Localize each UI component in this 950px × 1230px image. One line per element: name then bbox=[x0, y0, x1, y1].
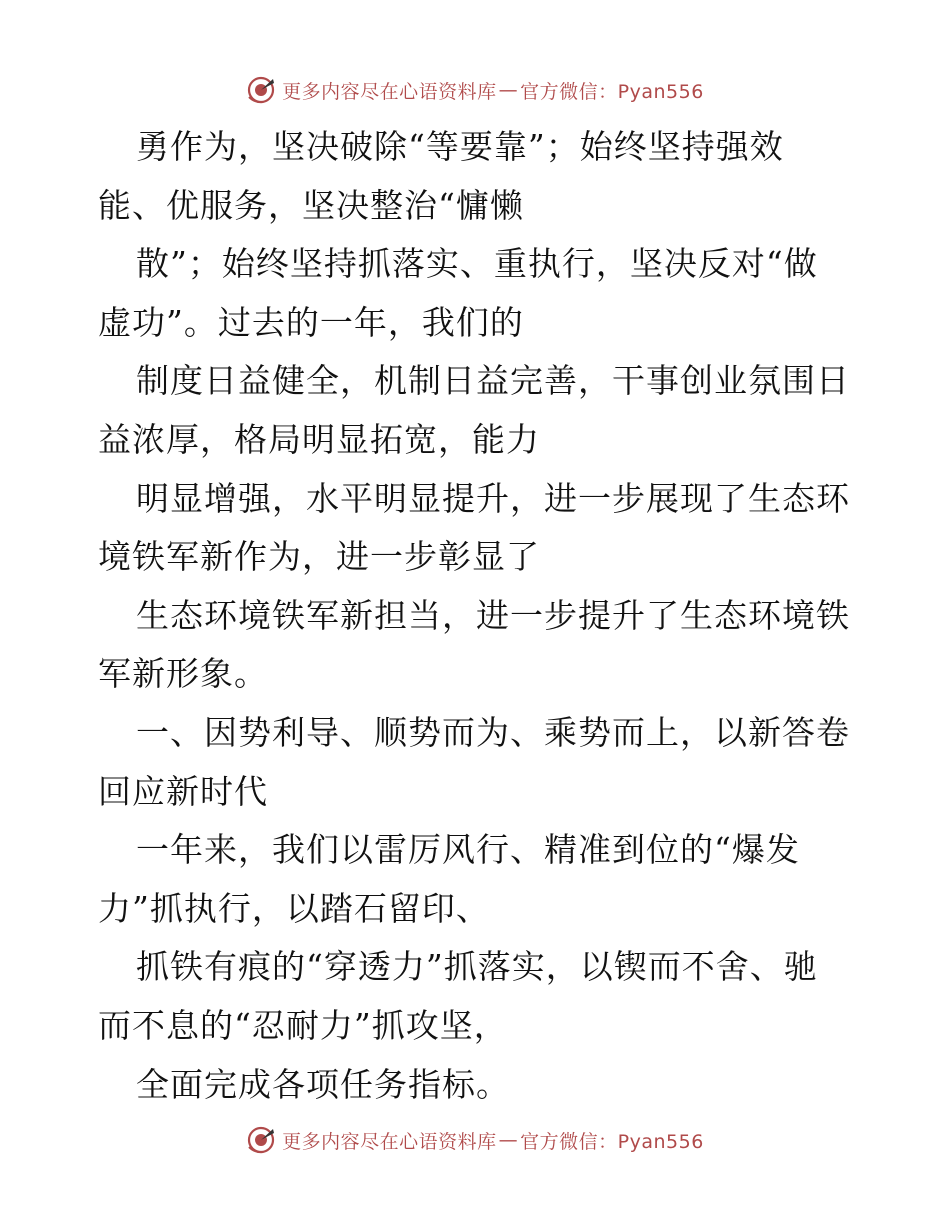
text-line-9: 生态环境铁军新担当，进一步提升了生态环境铁 bbox=[136, 595, 850, 635]
text-line-16: 而不息的“忍耐力”抓攻坚， bbox=[98, 1005, 508, 1045]
banner-text: 更多内容尽在心语资料库 bbox=[282, 1130, 497, 1153]
text-line-5: 制度日益健全，机制日益完善，干事创业氛围日 bbox=[136, 361, 850, 401]
text-line-7: 明显增强，水平明显提升，进一步展现了生态环 bbox=[136, 478, 850, 518]
text-line-1: 勇作为，坚决破除“等要靠”；始终坚持强效 bbox=[136, 127, 784, 166]
banner-separator: — bbox=[498, 79, 519, 101]
text-line-3: 散”；始终坚持抓落实、重执行，坚决反对“做 bbox=[136, 244, 818, 284]
text-line-17: 全面完成各项任务指标。 bbox=[136, 1064, 510, 1104]
text-line-10: 军新形象。 bbox=[98, 654, 268, 694]
text-line-4: 虚功”。过去的一年，我们的 bbox=[98, 302, 524, 342]
banner-separator: — bbox=[498, 1129, 519, 1151]
pen-logo-icon bbox=[246, 1125, 276, 1155]
text-line-8: 境铁军新作为，进一步彰显了 bbox=[98, 537, 540, 577]
text-line-13: 一年来，我们以雷厉风行、精准到位的“爆发 bbox=[136, 830, 800, 870]
text-line-2: 能、优服务，坚决整治“慵懒 bbox=[98, 185, 524, 225]
text-line-14: 力”抓执行，以踏石留印、 bbox=[98, 888, 490, 928]
text-line-15: 抓铁有痕的“穿透力”抓落实，以锲而不舍、驰 bbox=[136, 947, 818, 987]
text-line-11: 一、因势利导、顺势而为、乘势而上，以新答卷 bbox=[136, 712, 850, 752]
text-line-12: 回应新时代 bbox=[98, 771, 268, 811]
banner-text: 更多内容尽在心语资料库 bbox=[282, 80, 497, 103]
text-line-6: 益浓厚，格局明显拓宽，能力 bbox=[98, 419, 540, 459]
header-watermark-banner bbox=[0, 73, 950, 107]
pen-logo-icon bbox=[246, 75, 276, 105]
banner-wechat: 官方微信：Pyan556 bbox=[520, 80, 704, 103]
footer-watermark-banner bbox=[0, 1123, 950, 1157]
banner-wechat: 官方微信：Pyan556 bbox=[520, 1130, 704, 1153]
document-body bbox=[98, 118, 858, 1114]
